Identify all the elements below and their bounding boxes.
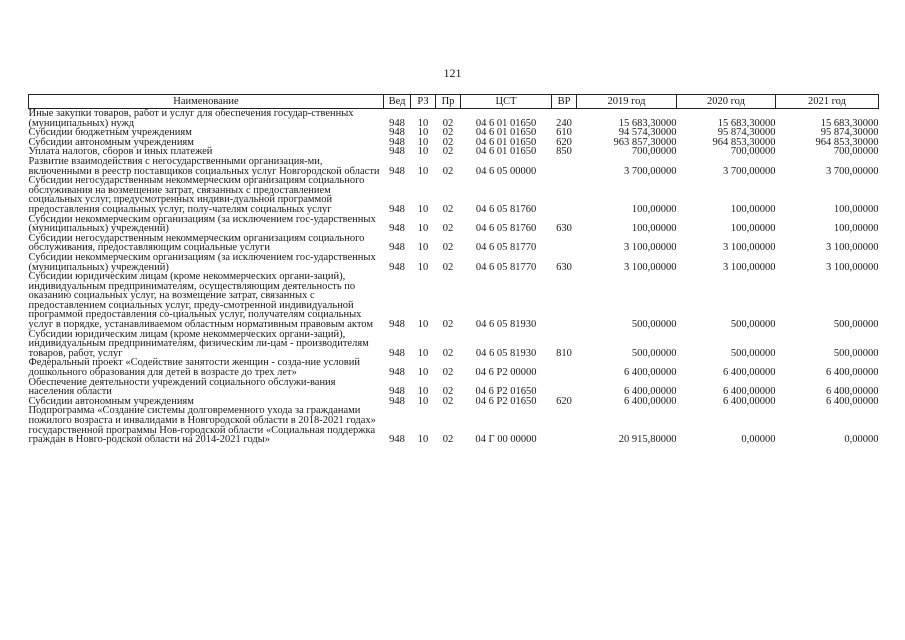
row-ved: 948 — [389, 127, 405, 139]
row-value-2021: 964 853,30000 — [815, 136, 879, 148]
row-value-2021: 15 683,30000 — [820, 117, 879, 129]
row-value-2021: 0,00000 — [844, 434, 879, 446]
row-ved: 948 — [389, 395, 405, 407]
row-rz: 10 — [417, 319, 429, 331]
row-vr: 630 — [556, 261, 572, 273]
table-row — [29, 109, 879, 129]
row-rz: 10 — [417, 146, 429, 158]
row-vr — [552, 378, 577, 397]
row-cst: 04 Г 00 00000 — [475, 434, 537, 446]
page-number: 121 — [443, 66, 462, 80]
row-value-2021: 6 400,00000 — [826, 367, 879, 379]
row-ved: 948 — [389, 117, 405, 129]
row-value-2020: 964 853,30000 — [712, 136, 776, 148]
row-pr: 02 — [442, 367, 454, 379]
row-rz: 10 — [417, 223, 429, 235]
row-ved: 948 — [389, 136, 405, 148]
row-rz: 10 — [417, 165, 429, 177]
row-value-2020: 6 400,00000 — [723, 386, 776, 398]
row-value-2020: 6 400,00000 — [723, 367, 776, 379]
row-name: Уплата налогов, сборов и иных платежей — [28, 146, 213, 158]
row-value-2019: 500,00000 — [631, 319, 677, 331]
row-ved: 948 — [389, 242, 405, 254]
table-header-row — [29, 95, 879, 109]
row-rz: 10 — [417, 347, 429, 359]
row-value-2020: 6 400,00000 — [723, 395, 776, 407]
row-ved: 948 — [389, 434, 405, 446]
row-cst: 04 6 P2 01650 — [475, 386, 537, 398]
row-name: Иные закупки товаров, работ и услуг для обеспечения государ-ственных (муниципальных) нужд — [28, 108, 354, 129]
table-row — [29, 272, 879, 330]
row-name: Субсидии некоммерческим организациям (за исключением гос-ударственных (муниципальных) учреждений) — [28, 251, 376, 273]
table-row — [29, 378, 879, 397]
row-value-2020: 3 100,00000 — [723, 261, 776, 273]
header-rz: РЗ — [411, 95, 436, 109]
row-pr: 02 — [442, 434, 454, 446]
row-value-2020: 95 874,30000 — [717, 127, 776, 139]
row-value-2021: 700,00000 — [833, 146, 879, 158]
row-value-2019: 3 700,00000 — [624, 165, 677, 177]
row-ved: 948 — [389, 386, 405, 398]
row-name: Субсидии автономным учреждениям — [28, 136, 194, 148]
row-name: Субсидии негосударственным некоммерческим организациям социального обслуживания на возмещение затрат, связанных с предоставлением социальных услуг, предусмотренных индиви-дуальной программой предоставления социальных услуг, полу-чателям социальных услуг — [28, 175, 365, 215]
row-pr: 02 — [442, 127, 454, 139]
row-value-2020: 3 100,00000 — [723, 242, 776, 254]
row-cst: 04 6 05 81770 — [475, 261, 537, 273]
row-rz: 10 — [417, 386, 429, 398]
row-vr — [552, 176, 577, 214]
row-value-2021: 6 400,00000 — [826, 395, 879, 407]
table-row — [29, 358, 879, 377]
row-value-2020: 15 683,30000 — [717, 117, 776, 129]
row-value-2020: 100,00000 — [730, 223, 776, 235]
table-row — [29, 330, 879, 359]
row-value-2021: 6 400,00000 — [826, 386, 879, 398]
row-pr: 02 — [442, 242, 454, 254]
budget-table — [28, 94, 879, 445]
row-name: Субсидии автономным учреждениям — [28, 395, 194, 407]
row-vr — [552, 157, 577, 176]
row-vr — [552, 272, 577, 330]
row-name: Субсидии бюджетным учреждениям — [28, 127, 192, 139]
row-value-2019: 500,00000 — [631, 347, 677, 359]
header-2019: 2019 год — [577, 95, 677, 109]
row-name: Обеспечение деятельности учреждений социального обслужи-вания населения области — [28, 376, 336, 398]
table-row — [29, 157, 879, 176]
row-ved: 948 — [389, 146, 405, 158]
header-name: Наименование — [29, 95, 384, 109]
row-value-2019: 100,00000 — [631, 203, 677, 215]
row-vr — [552, 406, 577, 444]
row-cst: 04 6 05 81760 — [475, 223, 537, 235]
row-vr: 850 — [556, 146, 572, 158]
row-pr: 02 — [442, 347, 454, 359]
row-cst: 04 6 05 00000 — [475, 165, 537, 177]
row-pr: 02 — [442, 136, 454, 148]
row-name: Субсидии негосударственным некоммерческим организациям социального обслуживания, предоставляющим социальные услуги — [28, 232, 365, 254]
row-value-2021: 3 100,00000 — [826, 242, 879, 254]
row-value-2019: 3 100,00000 — [624, 261, 677, 273]
row-value-2019: 94 574,30000 — [618, 127, 677, 139]
table-row — [29, 215, 879, 234]
row-name: Подпрограмма «Создание системы долговременного ухода за гражданами пожилого возраста и инвалидами в Новгородской области в 2018-2021 годах» государственной программы Нов-городской области «Социальная поддержка граждан в Новго-родской области на 2014-2021 годы» — [28, 405, 376, 446]
header-pr: Пр — [436, 95, 461, 109]
row-value-2020: 100,00000 — [730, 203, 776, 215]
row-pr: 02 — [442, 261, 454, 273]
row-pr: 02 — [442, 203, 454, 215]
row-value-2020: 500,00000 — [730, 319, 776, 331]
row-value-2021: 100,00000 — [833, 203, 879, 215]
row-vr: 620 — [556, 136, 572, 148]
row-pr: 02 — [442, 146, 454, 158]
row-ved: 948 — [389, 319, 405, 331]
row-vr: 810 — [556, 347, 572, 359]
row-value-2020: 500,00000 — [730, 347, 776, 359]
row-value-2019: 15 683,30000 — [618, 117, 677, 129]
row-ved: 948 — [389, 261, 405, 273]
table-row — [29, 406, 879, 444]
row-vr — [552, 234, 577, 253]
row-pr: 02 — [442, 117, 454, 129]
row-cst: 04 6 05 81770 — [475, 242, 537, 254]
row-value-2019: 20 915,80000 — [618, 434, 677, 446]
row-value-2021: 500,00000 — [833, 319, 879, 331]
table-row — [29, 253, 879, 272]
row-vr: 610 — [556, 127, 572, 139]
row-ved: 948 — [389, 165, 405, 177]
header-cst: ЦСТ — [461, 95, 552, 109]
row-pr: 02 — [442, 395, 454, 407]
header-vr: ВР — [552, 95, 577, 109]
row-name: Субсидии некоммерческим организациям (за исключением гос-ударственных (муниципальных) учреждений) — [28, 213, 376, 235]
row-rz: 10 — [417, 136, 429, 148]
header-2020: 2020 год — [677, 95, 776, 109]
row-value-2021: 3 700,00000 — [826, 165, 879, 177]
row-cst: 04 6 P2 00000 — [475, 367, 537, 379]
row-value-2019: 100,00000 — [631, 223, 677, 235]
row-vr: 620 — [556, 395, 572, 407]
row-value-2021: 3 100,00000 — [826, 261, 879, 273]
row-name: Субсидии юридическим лицам (кроме некоммерческих органи-заций), индивидуальным предпринимателям, осуществляющим деятельность по оказанию социальных услуг, на возмещение затрат, связанных с предоставлением социальных услуг, преду-смотренной индивидуальной программой предоставления со-циальных услуг, получателям социальных услуг в порядке, устанавливаемом областным нормативным правовым актом — [28, 271, 373, 331]
row-name: Федеральный проект «Содействие занятости женщин - созда-ние условий дошкольного образования для детей в возрасте до трех лет» — [28, 357, 360, 379]
table-row — [29, 234, 879, 253]
row-value-2019: 3 100,00000 — [624, 242, 677, 254]
row-cst: 04 6 01 01650 — [475, 117, 537, 129]
row-rz: 10 — [417, 261, 429, 273]
row-pr: 02 — [442, 386, 454, 398]
row-vr: 240 — [556, 117, 572, 129]
row-ved: 948 — [389, 367, 405, 379]
row-cst: 04 6 01 01650 — [475, 136, 537, 148]
row-value-2021: 100,00000 — [833, 223, 879, 235]
row-rz: 10 — [417, 117, 429, 129]
row-ved: 948 — [389, 203, 405, 215]
row-cst: 04 6 05 81930 — [475, 319, 537, 331]
row-value-2020: 3 700,00000 — [723, 165, 776, 177]
row-value-2021: 500,00000 — [833, 347, 879, 359]
row-rz: 10 — [417, 367, 429, 379]
row-value-2019: 963 857,30000 — [613, 136, 677, 148]
row-name: Развитие взаимодействия с негосударственными организация-ми, включенными в реестр поставщиков социальных услуг Новгородской области — [28, 155, 380, 177]
row-pr: 02 — [442, 223, 454, 235]
row-rz: 10 — [417, 242, 429, 254]
row-value-2019: 6 400,00000 — [624, 395, 677, 407]
row-value-2019: 700,00000 — [631, 146, 677, 158]
header-ved: Вед — [384, 95, 411, 109]
row-rz: 10 — [417, 434, 429, 446]
row-cst: 04 6 05 81760 — [475, 203, 537, 215]
row-ved: 948 — [389, 223, 405, 235]
row-name: Субсидии юридическим лицам (кроме некоммерческих органи-заций), индивидуальным предпринимателям, физическим ли-цам - производителям товаров, работ, услуг — [28, 328, 369, 359]
row-cst: 04 6 01 01650 — [475, 146, 537, 158]
header-2021: 2021 год — [776, 95, 879, 109]
row-ved: 948 — [389, 347, 405, 359]
row-cst: 04 6 05 81930 — [475, 347, 537, 359]
row-cst: 04 6 P2 01650 — [475, 395, 537, 407]
row-rz: 10 — [417, 395, 429, 407]
row-rz: 10 — [417, 127, 429, 139]
row-value-2020: 700,00000 — [730, 146, 776, 158]
row-pr: 02 — [442, 319, 454, 331]
table-row — [29, 176, 879, 214]
row-vr: 630 — [556, 223, 572, 235]
row-value-2020: 0,00000 — [741, 434, 776, 446]
row-value-2021: 95 874,30000 — [820, 127, 879, 139]
row-value-2019: 6 400,00000 — [624, 386, 677, 398]
row-pr: 02 — [442, 165, 454, 177]
row-cst: 04 6 01 01650 — [475, 127, 537, 139]
row-vr — [552, 358, 577, 377]
row-value-2019: 6 400,00000 — [624, 367, 677, 379]
row-rz: 10 — [417, 203, 429, 215]
